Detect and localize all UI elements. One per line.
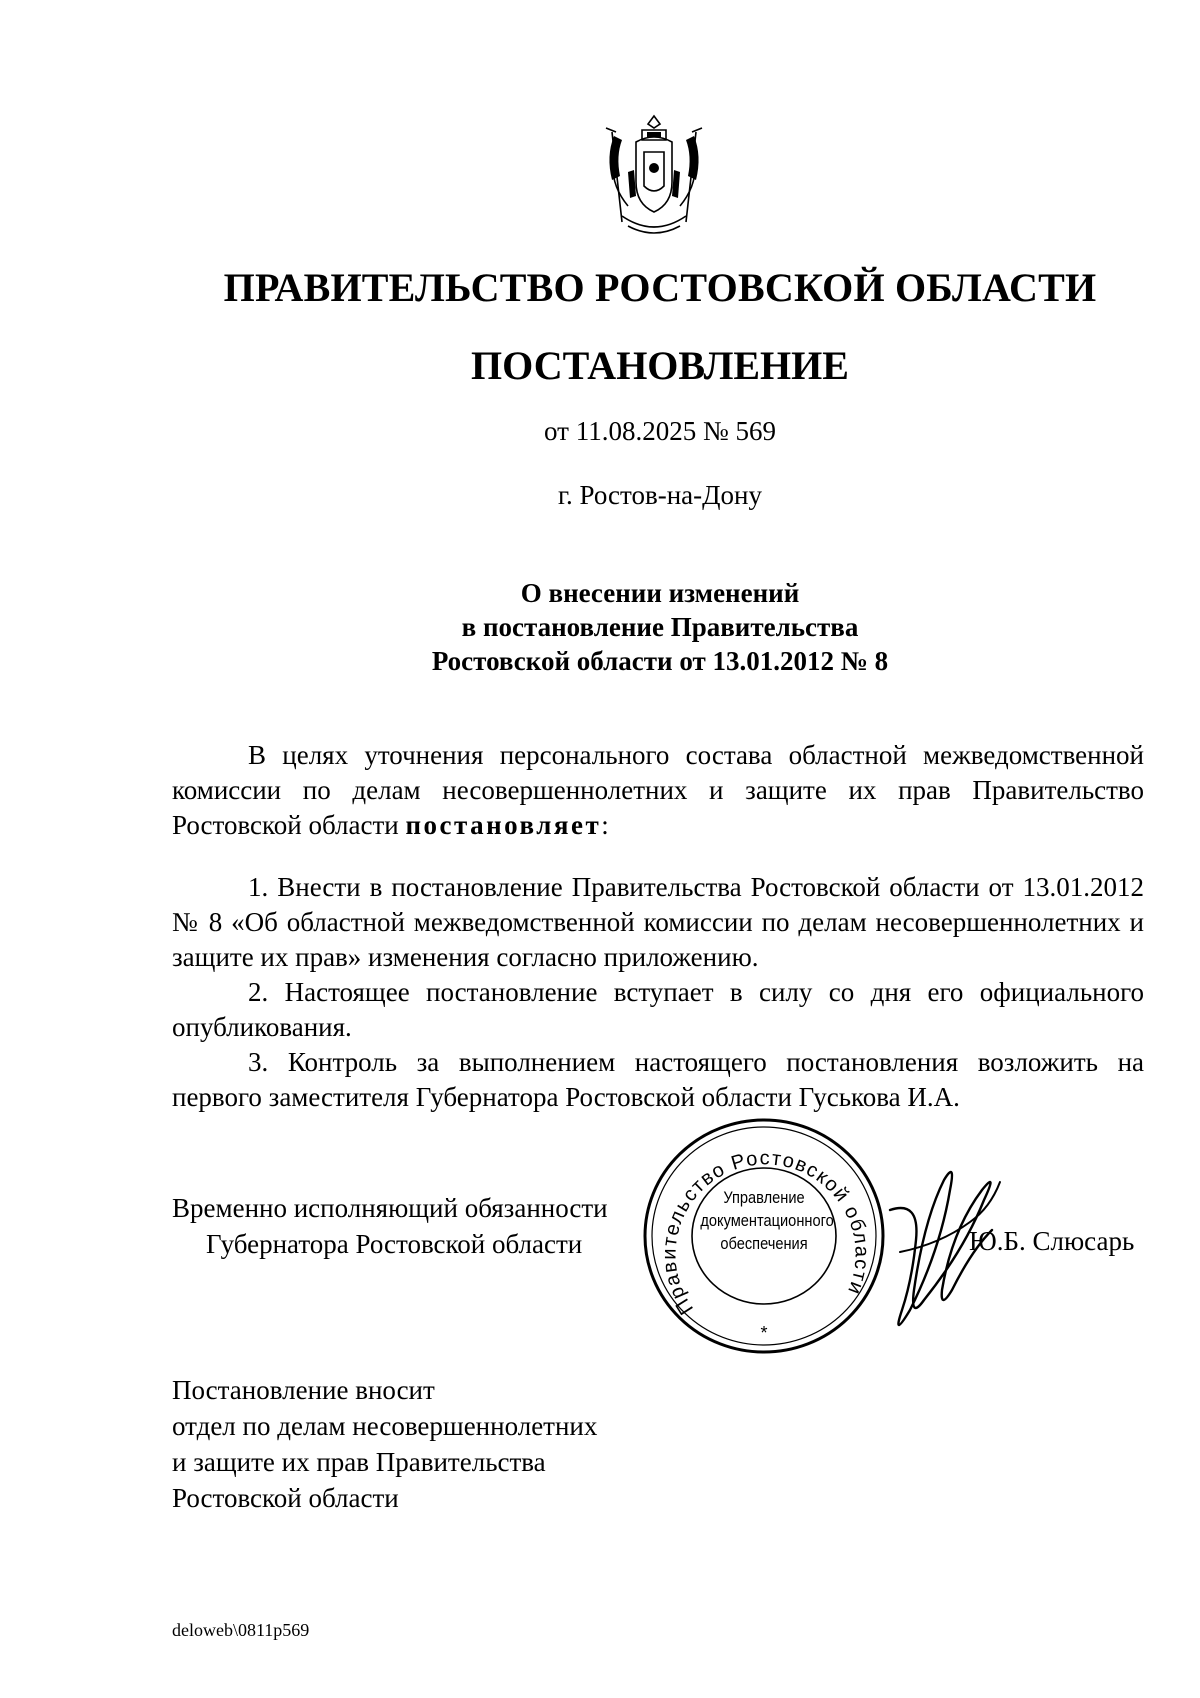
preamble-text: В целях уточнения персонального состава областной межведомственной комиссии по делам несовершеннолетних и защите их прав Правительство Ростовской области	[172, 740, 1144, 840]
seal-star: *	[760, 1323, 768, 1343]
document-date-number: от 11.08.2025 № 569	[544, 416, 776, 446]
resolution-item: 2. Настоящее постановление вступает в силу со дня его официального опубликования.	[172, 977, 1144, 1042]
coat-of-arms-emblem	[598, 112, 710, 248]
subject-line: в постановление Правительства	[461, 612, 859, 642]
seal-ring-text: Правительство Ростовской области	[658, 1147, 873, 1319]
signer-position-line: Временно исполняющий обязанности	[172, 1193, 608, 1223]
signer-position	[172, 1190, 608, 1262]
footer-file-code: deloweb\0811p569	[172, 1620, 310, 1640]
resolution-items	[172, 870, 1144, 1115]
document-type-title: ПОСТАНОВЛЕНИЕ	[471, 343, 849, 388]
signer-name: Ю.Б. Слюсарь	[969, 1226, 1135, 1256]
subject-line: Ростовской области от 13.01.2012 № 8	[431, 646, 889, 676]
submitted-line: отдел по делам несовершеннолетних	[172, 1411, 598, 1441]
submitted-line: и защите их прав Правительства	[172, 1447, 546, 1477]
document-subject	[60, 576, 1200, 678]
government-title: ПРАВИТЕЛЬСТВО РОСТОВСКОЙ ОБЛАСТИ	[223, 265, 1097, 310]
signer-position-line: Губернатора Ростовской области	[206, 1229, 583, 1259]
preamble	[172, 738, 1144, 843]
preamble-colon: :	[601, 810, 609, 840]
preamble-keyword: постановляет	[405, 810, 602, 840]
resolution-item: 1. Внести в постановление Правительства Ростовской области от 13.01.2012 № 8 «Об областной межведомственной комиссии по делам несовершеннолетних и защите их прав» изменения согласно приложению.	[172, 872, 1144, 972]
subject-line: О внесении изменений	[520, 578, 800, 608]
submitted-line: Постановление вносит	[172, 1375, 435, 1405]
seal-center-line: обеспечения	[720, 1234, 808, 1253]
resolution-item: 3. Контроль за выполнением настоящего постановления возложить на первого заместителя Губернатора Ростовской области Гуськова И.А.	[172, 1047, 1144, 1112]
seal-center-line: Управление	[723, 1188, 805, 1207]
seal-center-line: документационного	[700, 1211, 834, 1230]
document-city: г. Ростов-на-Дону	[557, 480, 762, 510]
submitted-by	[172, 1372, 597, 1516]
submitted-line: Ростовской области	[172, 1483, 399, 1513]
seal-center-text	[700, 1186, 834, 1255]
